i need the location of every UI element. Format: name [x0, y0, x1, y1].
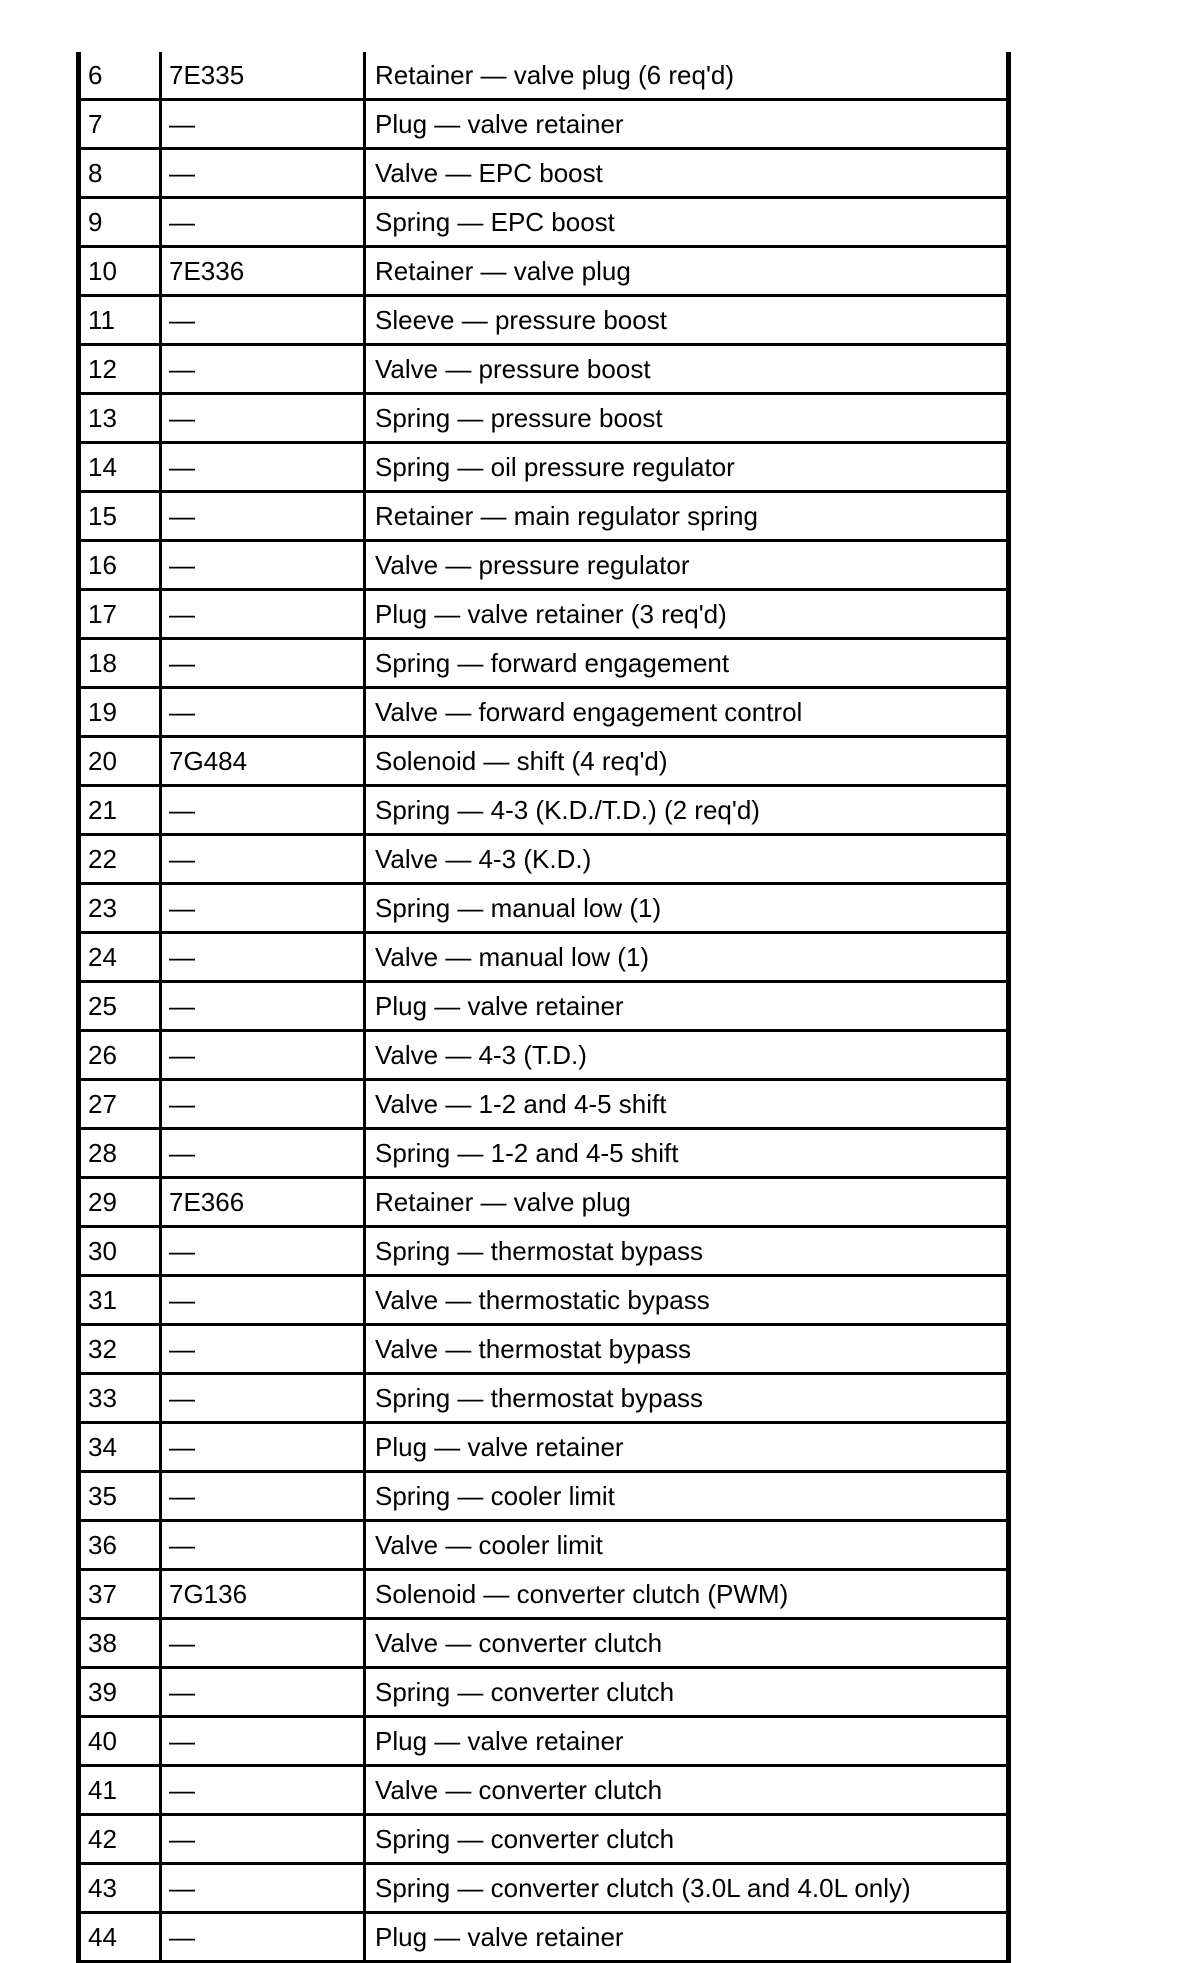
description-cell: Valve — converter clutch — [365, 1619, 1009, 1668]
item-number-cell: 32 — [79, 1325, 161, 1374]
item-number-cell: 25 — [79, 982, 161, 1031]
item-number-cell: 14 — [79, 443, 161, 492]
table-row — [79, 296, 1009, 345]
item-number-cell: 21 — [79, 786, 161, 835]
description-cell: Spring — manual low (1) — [365, 884, 1009, 933]
item-number-cell: 7 — [79, 100, 161, 149]
table-row — [79, 1619, 1009, 1668]
description-cell: Spring — oil pressure regulator — [365, 443, 1009, 492]
description-cell: Valve — cooler limit — [365, 1521, 1009, 1570]
part-number-cell: 7G136 — [161, 1570, 365, 1619]
description-cell: Valve — 1-2 and 4-5 shift — [365, 1080, 1009, 1129]
table-row — [79, 492, 1009, 541]
table-row — [79, 443, 1009, 492]
description-cell: Valve — 4-3 (T.D.) — [365, 1031, 1009, 1080]
description-cell: Plug — valve retainer (3 req'd) — [365, 590, 1009, 639]
part-number-cell: — — [161, 1325, 365, 1374]
description-cell: Spring — forward engagement — [365, 639, 1009, 688]
part-number-cell: — — [161, 1521, 365, 1570]
table-row — [79, 149, 1009, 198]
item-number-cell: 6 — [79, 52, 161, 100]
table-row — [79, 933, 1009, 982]
table-row — [79, 1276, 1009, 1325]
description-cell: Valve — pressure regulator — [365, 541, 1009, 590]
item-number-cell: 20 — [79, 737, 161, 786]
table-row — [79, 982, 1009, 1031]
description-cell: Retainer — valve plug — [365, 247, 1009, 296]
part-number-cell: — — [161, 1815, 365, 1864]
table-row — [79, 1570, 1009, 1619]
part-number-cell: — — [161, 639, 365, 688]
part-number-cell: 7E335 — [161, 52, 365, 100]
description-cell: Valve — thermostatic bypass — [365, 1276, 1009, 1325]
item-number-cell: 19 — [79, 688, 161, 737]
part-number-cell: — — [161, 100, 365, 149]
item-number-cell: 44 — [79, 1913, 161, 1962]
item-number-cell: 13 — [79, 394, 161, 443]
description-cell: Plug — valve retainer — [365, 1717, 1009, 1766]
item-number-cell: 24 — [79, 933, 161, 982]
table-row — [79, 1178, 1009, 1227]
part-number-cell: — — [161, 1080, 365, 1129]
item-number-cell: 17 — [79, 590, 161, 639]
table-row — [79, 688, 1009, 737]
item-number-cell: 16 — [79, 541, 161, 590]
part-number-cell: — — [161, 149, 365, 198]
part-number-cell: — — [161, 1227, 365, 1276]
description-cell: Solenoid — converter clutch (PWM) — [365, 1570, 1009, 1619]
table-row — [79, 541, 1009, 590]
table-row — [79, 590, 1009, 639]
part-number-cell: — — [161, 1129, 365, 1178]
table-row — [79, 247, 1009, 296]
table-row — [79, 1864, 1009, 1913]
item-number-cell: 36 — [79, 1521, 161, 1570]
table-row — [79, 1521, 1009, 1570]
item-number-cell: 23 — [79, 884, 161, 933]
description-cell: Solenoid — shift (4 req'd) — [365, 737, 1009, 786]
item-number-cell: 39 — [79, 1668, 161, 1717]
table-row — [79, 1913, 1009, 1962]
table-row — [79, 1325, 1009, 1374]
description-cell: Valve — thermostat bypass — [365, 1325, 1009, 1374]
item-number-cell: 33 — [79, 1374, 161, 1423]
table-row — [79, 639, 1009, 688]
part-number-cell: 7G484 — [161, 737, 365, 786]
item-number-cell: 10 — [79, 247, 161, 296]
table-row — [79, 1129, 1009, 1178]
table-row — [79, 835, 1009, 884]
description-cell: Plug — valve retainer — [365, 982, 1009, 1031]
description-cell: Retainer — main regulator spring — [365, 492, 1009, 541]
item-number-cell: 28 — [79, 1129, 161, 1178]
description-cell: Spring — thermostat bypass — [365, 1374, 1009, 1423]
description-cell: Spring — pressure boost — [365, 394, 1009, 443]
table-row — [79, 1423, 1009, 1472]
part-number-cell: — — [161, 1472, 365, 1521]
part-number-cell: — — [161, 1374, 365, 1423]
description-cell: Spring — converter clutch — [365, 1668, 1009, 1717]
item-number-cell: 15 — [79, 492, 161, 541]
description-cell: Valve — forward engagement control — [365, 688, 1009, 737]
item-number-cell: 12 — [79, 345, 161, 394]
part-number-cell: — — [161, 394, 365, 443]
part-number-cell: — — [161, 198, 365, 247]
part-number-cell: — — [161, 982, 365, 1031]
part-number-cell: — — [161, 443, 365, 492]
description-cell: Retainer — valve plug (6 req'd) — [365, 52, 1009, 100]
description-cell: Plug — valve retainer — [365, 1423, 1009, 1472]
table-row — [79, 394, 1009, 443]
part-number-cell: 7E336 — [161, 247, 365, 296]
part-number-cell: — — [161, 688, 365, 737]
part-number-cell: — — [161, 1864, 365, 1913]
part-number-cell: — — [161, 1717, 365, 1766]
item-number-cell: 22 — [79, 835, 161, 884]
part-number-cell: 7E366 — [161, 1178, 365, 1227]
part-number-cell: — — [161, 1423, 365, 1472]
table-row — [79, 52, 1009, 100]
description-cell: Retainer — valve plug — [365, 1178, 1009, 1227]
part-number-cell: — — [161, 786, 365, 835]
table-row — [79, 198, 1009, 247]
table-row — [79, 786, 1009, 835]
description-cell: Valve — manual low (1) — [365, 933, 1009, 982]
description-cell: Valve — EPC boost — [365, 149, 1009, 198]
item-number-cell: 42 — [79, 1815, 161, 1864]
table-row — [79, 100, 1009, 149]
table-row — [79, 1717, 1009, 1766]
part-number-cell: — — [161, 1668, 365, 1717]
item-number-cell: 27 — [79, 1080, 161, 1129]
table-row — [79, 1815, 1009, 1864]
item-number-cell: 29 — [79, 1178, 161, 1227]
part-number-cell: — — [161, 835, 365, 884]
part-number-cell: — — [161, 345, 365, 394]
table-row — [79, 884, 1009, 933]
table-row — [79, 1668, 1009, 1717]
item-number-cell: 11 — [79, 296, 161, 345]
table-row — [79, 1374, 1009, 1423]
part-number-cell: — — [161, 1913, 365, 1962]
description-cell: Spring — 4-3 (K.D./T.D.) (2 req'd) — [365, 786, 1009, 835]
table-row — [79, 1472, 1009, 1521]
item-number-cell: 43 — [79, 1864, 161, 1913]
part-number-cell: — — [161, 1766, 365, 1815]
description-cell: Spring — 1-2 and 4-5 shift — [365, 1129, 1009, 1178]
part-number-cell: — — [161, 1619, 365, 1668]
table-row — [79, 1031, 1009, 1080]
part-number-cell: — — [161, 933, 365, 982]
parts-table — [76, 52, 1011, 1963]
description-cell: Plug — valve retainer — [365, 1913, 1009, 1962]
table-row — [79, 1766, 1009, 1815]
item-number-cell: 34 — [79, 1423, 161, 1472]
part-number-cell: — — [161, 1031, 365, 1080]
part-number-cell: — — [161, 590, 365, 639]
description-cell: Valve — pressure boost — [365, 345, 1009, 394]
item-number-cell: 37 — [79, 1570, 161, 1619]
table-row — [79, 1227, 1009, 1276]
item-number-cell: 41 — [79, 1766, 161, 1815]
item-number-cell: 18 — [79, 639, 161, 688]
description-cell: Sleeve — pressure boost — [365, 296, 1009, 345]
part-number-cell: — — [161, 1276, 365, 1325]
table-row — [79, 345, 1009, 394]
item-number-cell: 40 — [79, 1717, 161, 1766]
part-number-cell: — — [161, 884, 365, 933]
part-number-cell: — — [161, 296, 365, 345]
description-cell: Plug — valve retainer — [365, 100, 1009, 149]
item-number-cell: 38 — [79, 1619, 161, 1668]
description-cell: Spring — EPC boost — [365, 198, 1009, 247]
description-cell: Valve — 4-3 (K.D.) — [365, 835, 1009, 884]
description-cell: Spring — converter clutch — [365, 1815, 1009, 1864]
item-number-cell: 8 — [79, 149, 161, 198]
description-cell: Valve — converter clutch — [365, 1766, 1009, 1815]
item-number-cell: 35 — [79, 1472, 161, 1521]
part-number-cell: — — [161, 492, 365, 541]
item-number-cell: 30 — [79, 1227, 161, 1276]
item-number-cell: 26 — [79, 1031, 161, 1080]
description-cell: Spring — cooler limit — [365, 1472, 1009, 1521]
description-cell: Spring — thermostat bypass — [365, 1227, 1009, 1276]
table-row — [79, 1080, 1009, 1129]
item-number-cell: 31 — [79, 1276, 161, 1325]
description-cell: Spring — converter clutch (3.0L and 4.0L only) — [365, 1864, 1009, 1913]
item-number-cell: 9 — [79, 198, 161, 247]
table-row — [79, 737, 1009, 786]
part-number-cell: — — [161, 541, 365, 590]
parts-table-body — [79, 52, 1009, 1962]
